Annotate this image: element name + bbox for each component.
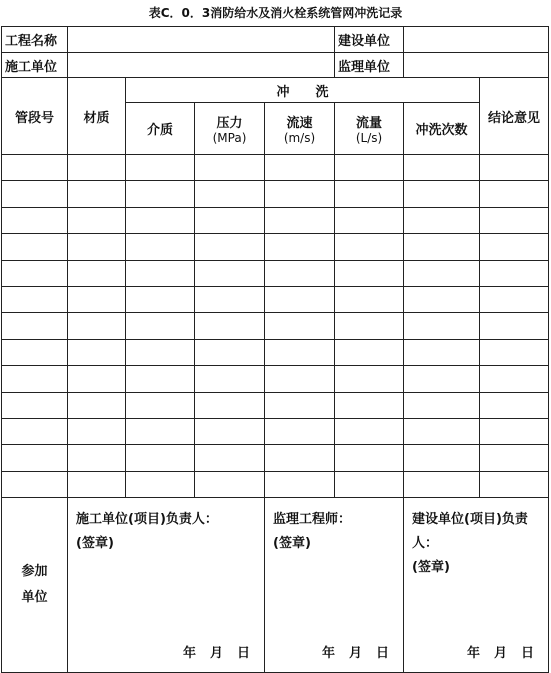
pressure-header xyxy=(195,103,265,155)
conclusion-cell[interactable] xyxy=(480,366,549,392)
flow-cell[interactable] xyxy=(335,339,404,365)
velocity-cell[interactable] xyxy=(265,286,335,312)
conclusion-cell[interactable] xyxy=(480,445,549,471)
material-cell[interactable] xyxy=(68,471,126,497)
times-cell[interactable] xyxy=(404,471,480,497)
segment-cell[interactable] xyxy=(2,155,68,181)
flow-label: 流量 xyxy=(355,116,382,131)
velocity-cell[interactable] xyxy=(265,313,335,339)
flow-cell[interactable] xyxy=(335,418,404,444)
construct-head-label: 施工单位(项目)负责人： xyxy=(76,512,218,528)
table-row xyxy=(2,366,549,392)
velocity-cell[interactable] xyxy=(265,471,335,497)
conclusion-cell[interactable] xyxy=(480,418,549,444)
participants-line2: 单位 xyxy=(21,590,48,606)
flow-cell[interactable] xyxy=(335,286,404,312)
conclusion-cell[interactable] xyxy=(480,181,549,207)
material-cell[interactable] xyxy=(68,313,126,339)
material-cell[interactable] xyxy=(68,207,126,233)
construct-seal-label: (签章) xyxy=(76,536,114,552)
material-cell[interactable] xyxy=(68,260,126,286)
material-cell[interactable] xyxy=(68,445,126,471)
table-row xyxy=(2,313,549,339)
table-row xyxy=(2,418,549,444)
conclusion-cell[interactable] xyxy=(480,392,549,418)
segment-cell[interactable] xyxy=(2,366,68,392)
material-cell[interactable] xyxy=(68,392,126,418)
build-sign-cell[interactable] xyxy=(404,498,549,673)
flow-unit: (L/s) xyxy=(355,131,383,145)
velocity-cell[interactable] xyxy=(265,392,335,418)
table-row xyxy=(2,445,549,471)
flush-group-header: 冲 洗 xyxy=(126,78,480,103)
velocity-cell[interactable] xyxy=(265,418,335,444)
supervisor-date xyxy=(308,642,389,666)
conclusion-cell[interactable] xyxy=(480,471,549,497)
flow-cell[interactable] xyxy=(335,471,404,497)
flow-cell[interactable] xyxy=(335,181,404,207)
times-cell[interactable] xyxy=(404,418,480,444)
flow-cell[interactable] xyxy=(335,313,404,339)
material-cell[interactable] xyxy=(68,418,126,444)
medium-cell[interactable] xyxy=(126,313,195,339)
conclusion-cell[interactable] xyxy=(480,286,549,312)
velocity-cell[interactable] xyxy=(265,155,335,181)
conclusion-cell[interactable] xyxy=(480,207,549,233)
table-row xyxy=(2,339,549,365)
velocity-cell[interactable] xyxy=(265,207,335,233)
pressure-cell[interactable] xyxy=(195,207,265,233)
medium-cell[interactable] xyxy=(126,366,195,392)
times-cell[interactable] xyxy=(404,313,480,339)
medium-cell[interactable] xyxy=(126,181,195,207)
medium-cell[interactable] xyxy=(126,392,195,418)
header-row-1 xyxy=(2,78,549,103)
times-cell[interactable] xyxy=(404,339,480,365)
pressure-unit: (MPa) xyxy=(212,131,247,145)
signature-row xyxy=(2,498,549,673)
pressure-cell[interactable] xyxy=(195,445,265,471)
pressure-cell[interactable] xyxy=(195,260,265,286)
flow-cell[interactable] xyxy=(335,260,404,286)
table-row xyxy=(2,260,549,286)
times-header: 冲洗次数 xyxy=(404,103,480,155)
medium-cell[interactable] xyxy=(126,155,195,181)
segment-cell[interactable] xyxy=(2,234,68,260)
table-row xyxy=(2,207,549,233)
build-head-label: 建设单位(项目)负责人： xyxy=(412,512,528,552)
supervisor-sign-cell[interactable] xyxy=(265,498,404,673)
supervisor-label: 监理工程师： xyxy=(273,512,352,528)
medium-cell[interactable] xyxy=(126,260,195,286)
supervise-unit-label: 监理单位 xyxy=(335,53,404,78)
medium-cell[interactable] xyxy=(126,418,195,444)
times-cell[interactable] xyxy=(404,392,480,418)
velocity-cell[interactable] xyxy=(265,445,335,471)
table-row xyxy=(2,392,549,418)
times-cell[interactable] xyxy=(404,286,480,312)
supervisor-date-year: 年 xyxy=(321,646,335,662)
conclusion-cell[interactable] xyxy=(480,155,549,181)
segment-cell[interactable] xyxy=(2,471,68,497)
segment-cell[interactable] xyxy=(2,339,68,365)
flow-header xyxy=(335,103,404,155)
build-date-year: 年 xyxy=(466,646,480,662)
flow-cell[interactable] xyxy=(335,207,404,233)
flow-cell[interactable] xyxy=(335,445,404,471)
segment-cell[interactable] xyxy=(2,418,68,444)
conclusion-header: 结论意见 xyxy=(480,78,549,155)
construct-date-year: 年 xyxy=(182,646,196,662)
segment-cell[interactable] xyxy=(2,392,68,418)
times-cell[interactable] xyxy=(404,445,480,471)
table-row xyxy=(2,471,549,497)
medium-cell[interactable] xyxy=(126,445,195,471)
pressure-cell[interactable] xyxy=(195,155,265,181)
pressure-label: 压力 xyxy=(216,116,243,131)
participants-label xyxy=(2,498,68,673)
pressure-cell[interactable] xyxy=(195,339,265,365)
medium-cell[interactable] xyxy=(126,339,195,365)
pressure-cell[interactable] xyxy=(195,313,265,339)
velocity-cell[interactable] xyxy=(265,181,335,207)
build-unit-label: 建设单位 xyxy=(335,27,404,53)
info-row-1 xyxy=(2,27,549,53)
construct-unit-label: 施工单位 xyxy=(2,53,68,78)
velocity-cell[interactable] xyxy=(265,260,335,286)
velocity-cell[interactable] xyxy=(265,366,335,392)
velocity-unit: (m/s) xyxy=(283,131,316,145)
velocity-label: 流速 xyxy=(286,116,313,131)
material-cell[interactable] xyxy=(68,339,126,365)
pressure-cell[interactable] xyxy=(195,471,265,497)
table-row xyxy=(2,286,549,312)
material-header: 材质 xyxy=(68,78,126,155)
construct-date-day: 日 xyxy=(236,646,250,662)
conclusion-cell[interactable] xyxy=(480,234,549,260)
construct-date-month: 月 xyxy=(209,646,223,662)
medium-header: 介质 xyxy=(126,103,195,155)
times-cell[interactable] xyxy=(404,181,480,207)
pressure-cell[interactable] xyxy=(195,181,265,207)
conclusion-cell[interactable] xyxy=(480,260,549,286)
segment-cell[interactable] xyxy=(2,286,68,312)
build-unit-field[interactable] xyxy=(404,27,549,53)
table-row xyxy=(2,234,549,260)
times-cell[interactable] xyxy=(404,234,480,260)
project-name-field[interactable] xyxy=(68,27,335,53)
flow-cell[interactable] xyxy=(335,392,404,418)
flush-record-table xyxy=(1,26,549,673)
material-cell[interactable] xyxy=(68,366,126,392)
segment-cell[interactable] xyxy=(2,181,68,207)
segment-cell[interactable] xyxy=(2,207,68,233)
times-cell[interactable] xyxy=(404,207,480,233)
segment-cell[interactable] xyxy=(2,313,68,339)
project-name-label: 工程名称 xyxy=(2,27,68,53)
times-cell[interactable] xyxy=(404,366,480,392)
flow-cell[interactable] xyxy=(335,234,404,260)
medium-cell[interactable] xyxy=(126,207,195,233)
build-date xyxy=(453,642,534,666)
supervise-unit-field[interactable] xyxy=(404,53,549,78)
segment-header: 管段号 xyxy=(2,78,68,155)
times-cell[interactable] xyxy=(404,260,480,286)
build-seal-label: (签章) xyxy=(412,560,450,576)
velocity-header xyxy=(265,103,335,155)
form-title: 表C．0．3消防给水及消火栓系统管网冲洗记录 xyxy=(148,6,403,20)
flow-cell[interactable] xyxy=(335,366,404,392)
info-row-2 xyxy=(2,53,549,78)
segment-cell[interactable] xyxy=(2,260,68,286)
medium-cell[interactable] xyxy=(126,234,195,260)
build-date-day: 日 xyxy=(520,646,534,662)
material-cell[interactable] xyxy=(68,181,126,207)
table-row xyxy=(2,155,549,181)
participants-line1: 参加 xyxy=(21,564,48,580)
pressure-cell[interactable] xyxy=(195,392,265,418)
medium-cell[interactable] xyxy=(126,471,195,497)
supervisor-date-day: 日 xyxy=(375,646,389,662)
data-rows xyxy=(2,155,549,498)
table-row xyxy=(2,181,549,207)
pressure-cell[interactable] xyxy=(195,234,265,260)
velocity-cell[interactable] xyxy=(265,234,335,260)
construct-unit-field[interactable] xyxy=(68,53,335,78)
supervisor-date-month: 月 xyxy=(348,646,362,662)
pressure-cell[interactable] xyxy=(195,366,265,392)
build-date-month: 月 xyxy=(493,646,507,662)
conclusion-cell[interactable] xyxy=(480,313,549,339)
flow-cell[interactable] xyxy=(335,155,404,181)
material-cell[interactable] xyxy=(68,234,126,260)
construct-sign-cell[interactable] xyxy=(68,498,265,673)
conclusion-cell[interactable] xyxy=(480,339,549,365)
construct-date xyxy=(169,642,250,666)
material-cell[interactable] xyxy=(68,286,126,312)
pressure-cell[interactable] xyxy=(195,418,265,444)
material-cell[interactable] xyxy=(68,155,126,181)
pressure-cell[interactable] xyxy=(195,286,265,312)
medium-cell[interactable] xyxy=(126,286,195,312)
supervisor-seal-label: (签章) xyxy=(273,536,311,552)
times-cell[interactable] xyxy=(404,155,480,181)
velocity-cell[interactable] xyxy=(265,339,335,365)
segment-cell[interactable] xyxy=(2,445,68,471)
